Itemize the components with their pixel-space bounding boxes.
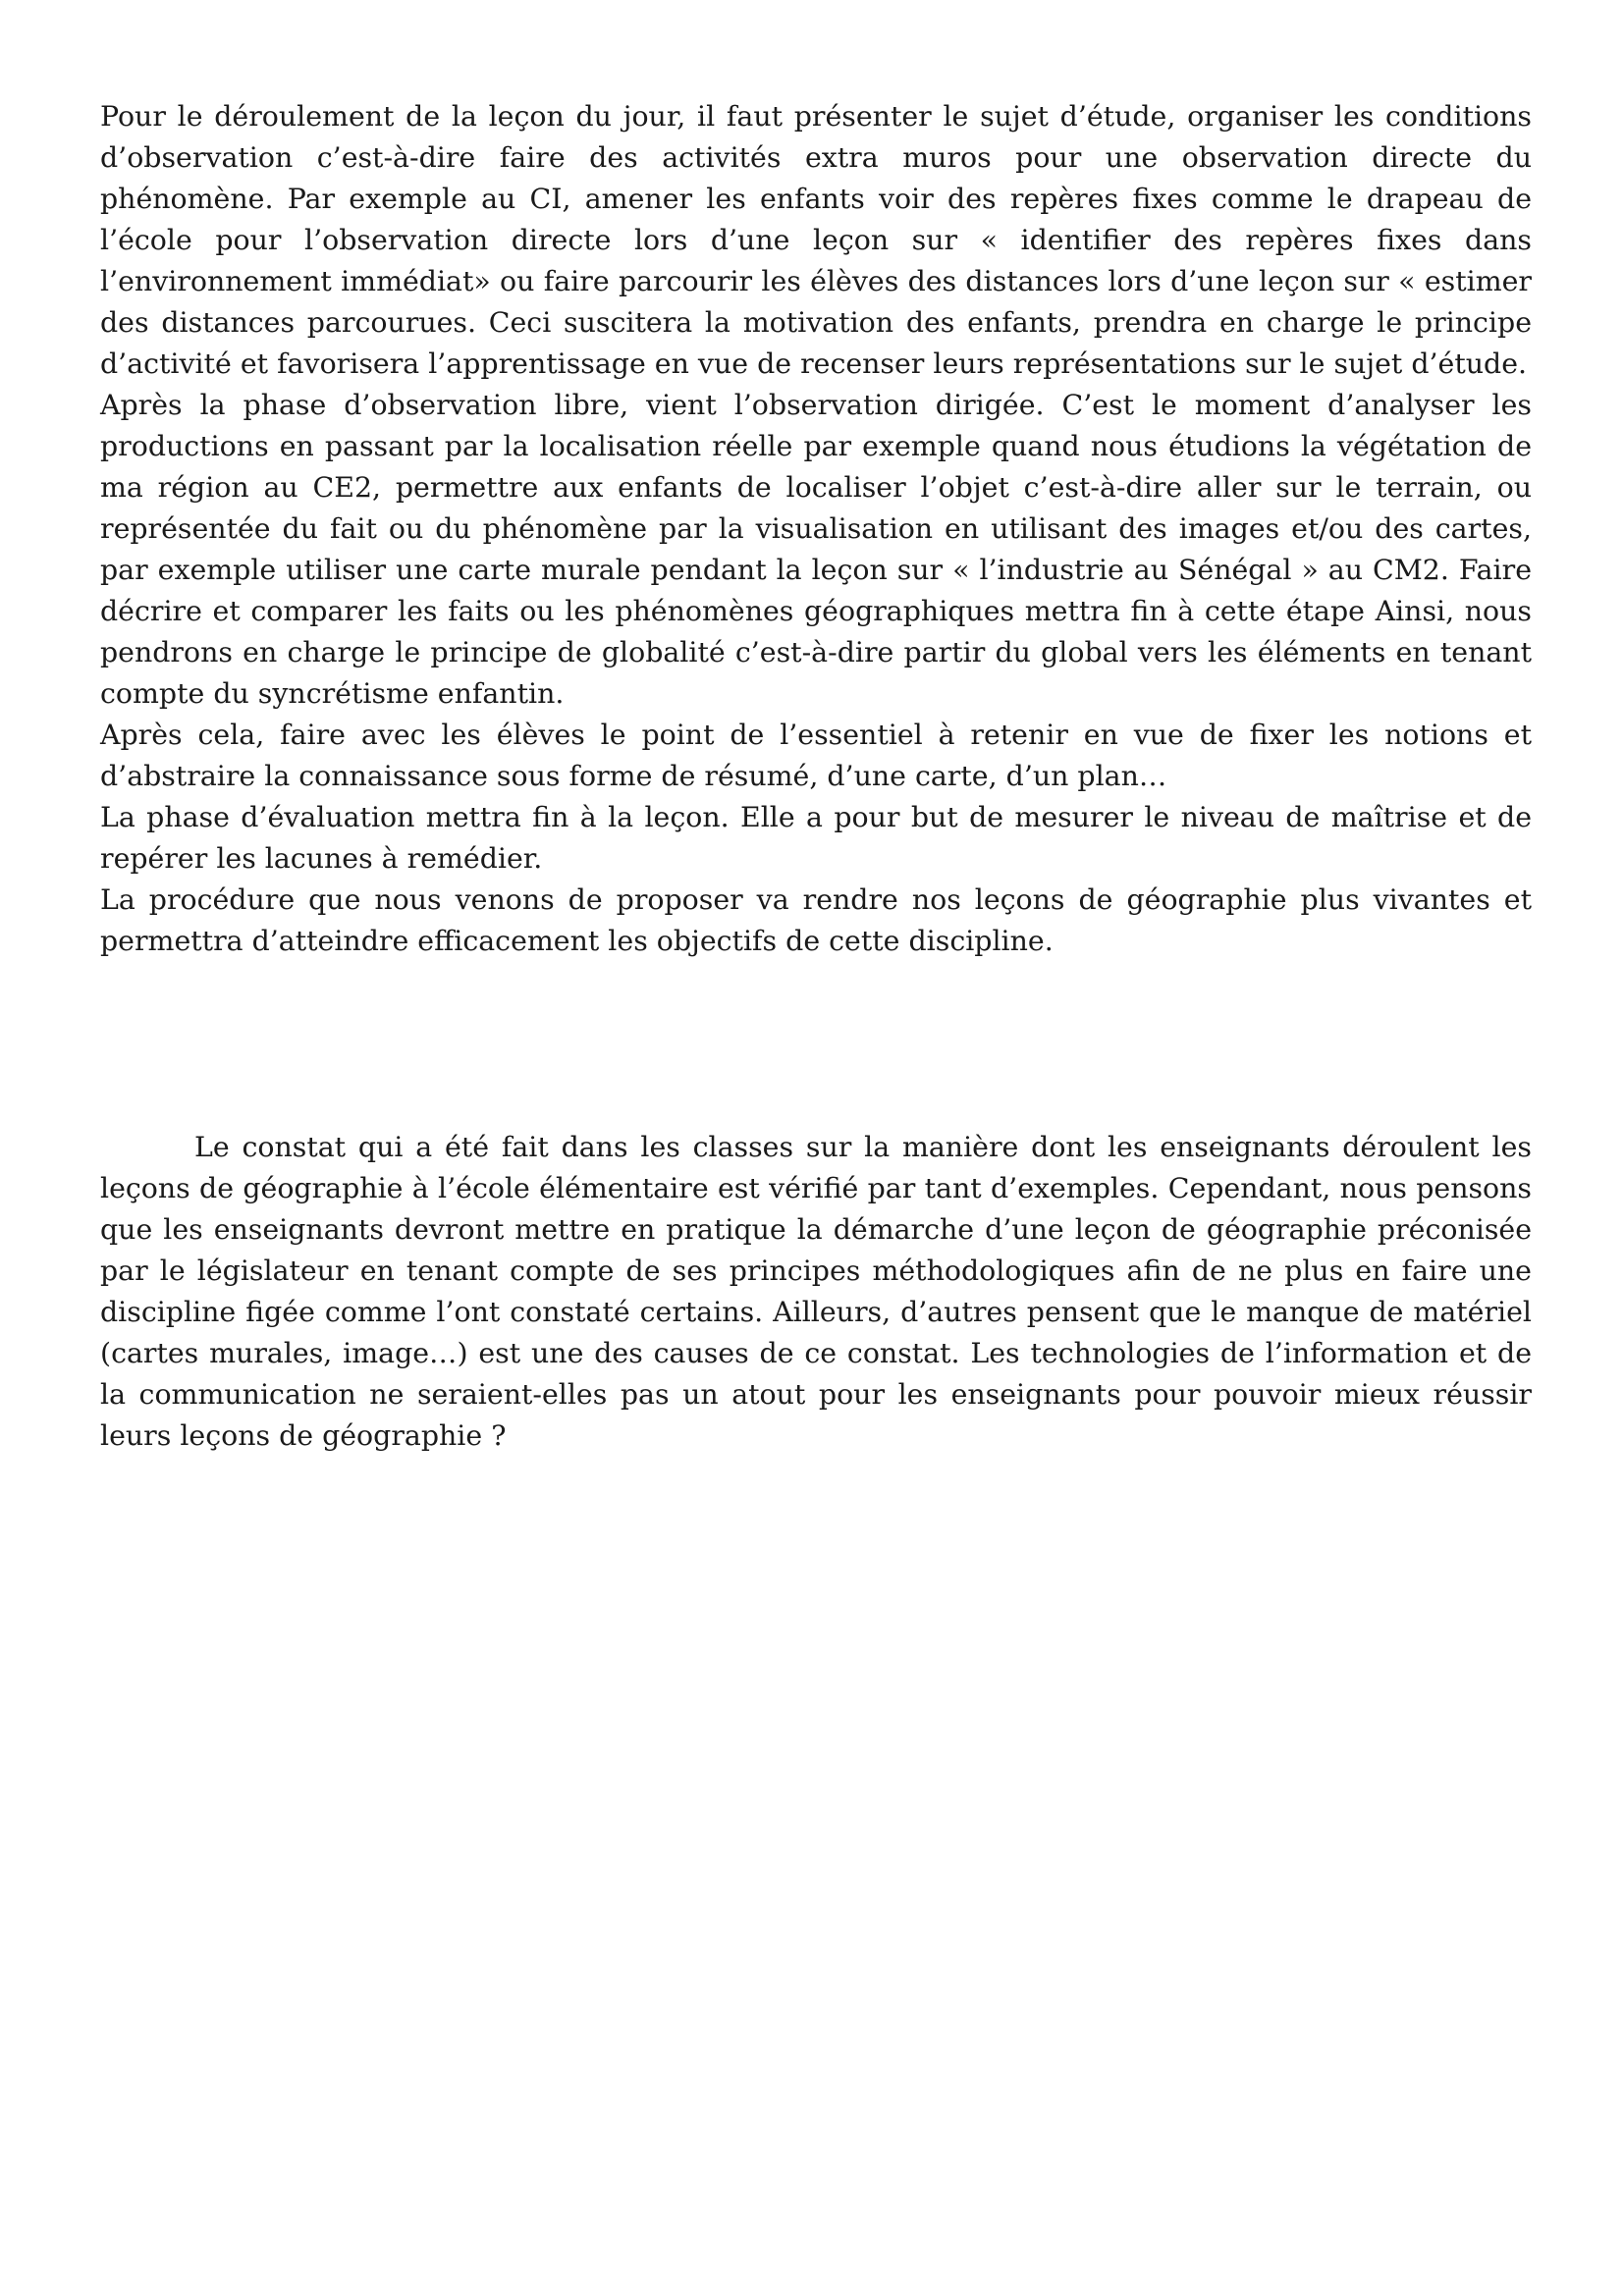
paragraph-summary: Après cela, faire avec les élèves le point de l’essentiel à retenir en vue de fixer les notions et d’abstraire la connaissance sous forme de résumé, d’une carte, d’un plan… xyxy=(100,719,1532,792)
paragraph-lesson-procedure: Pour le déroulement de la leçon du jour, il faut présenter le sujet d’étude, organiser les conditions d’observation c’est-à-dire faire des activités extra muros pour une observation directe du phénomène. Par exemple au CI, amener les enfants voir des repères fixes comme le drapeau de l’école pour l’observation directe lors d’une leçon sur « identifier des repères fixes dans l’environnement immédiat» ou faire parcourir les élèves des distances lors d’une leçon sur « estimer des distances parcourues. Ceci suscitera la motivation des enfants, prendra en charge le principe d’activité et favorisera l’apprentissage en vue de recenser leurs représentations sur le sujet d’étude. xyxy=(100,100,1532,380)
paragraph-directed-observation: Après la phase d’observation libre, vient l’observation dirigée. C’est le moment d’analyser les productions en passant par la localisation réelle par exemple quand nous étudions la végétation de ma région au CE2, permettre aux enfants de localiser l’objet c’est-à-dire aller sur le terrain, ou représentée du fait ou du phénomène par la visualisation en utilisant des images et/ou des cartes, par exemple utiliser une carte murale pendant la leçon sur « l’industrie au Sénégal » au CM2. Faire décrire et comparer les faits ou les phénomènes géographiques mettra fin à cette étape Ainsi, nous pendrons en charge le principe de globalité c’est-à-dire partir du global vers les éléments en tenant compte du syncrétisme enfantin. xyxy=(100,389,1532,710)
paragraph-conclusion: Le constat qui a été fait dans les classes sur la manière dont les enseignants déroulent les leçons de géographie à l’école élémentaire est vérifié par tant d’exemples. Cependant, nous pensons que les enseignants devront mettre en pratique la démarche d’une leçon de géographie préconisée par le législateur en tenant compte de ses principes méthodologiques afin de ne plus en faire une discipline figée comme l’ont constaté certains. Ailleurs, d’autres pensent que le manque de matériel (cartes murales, image…) est une des causes de ce constat. Les technologies de l’information et de la communication ne seraient-elles pas un atout pour les enseignants pour pouvoir mieux réussir leurs leçons de géographie ? xyxy=(100,1131,1532,1452)
paragraph-procedure-benefit: La procédure que nous venons de proposer va rendre nos leçons de géographie plus vivantes et permettra d’atteindre efficacement les objectifs de cette discipline. xyxy=(100,883,1532,957)
paragraph-evaluation: La phase d’évaluation mettra fin à la leçon. Elle a pour but de mesurer le niveau de maîtrise et de repérer les lacunes à remédier. xyxy=(100,801,1532,875)
section-spacer xyxy=(100,962,1532,1127)
document-page xyxy=(100,96,1532,1457)
